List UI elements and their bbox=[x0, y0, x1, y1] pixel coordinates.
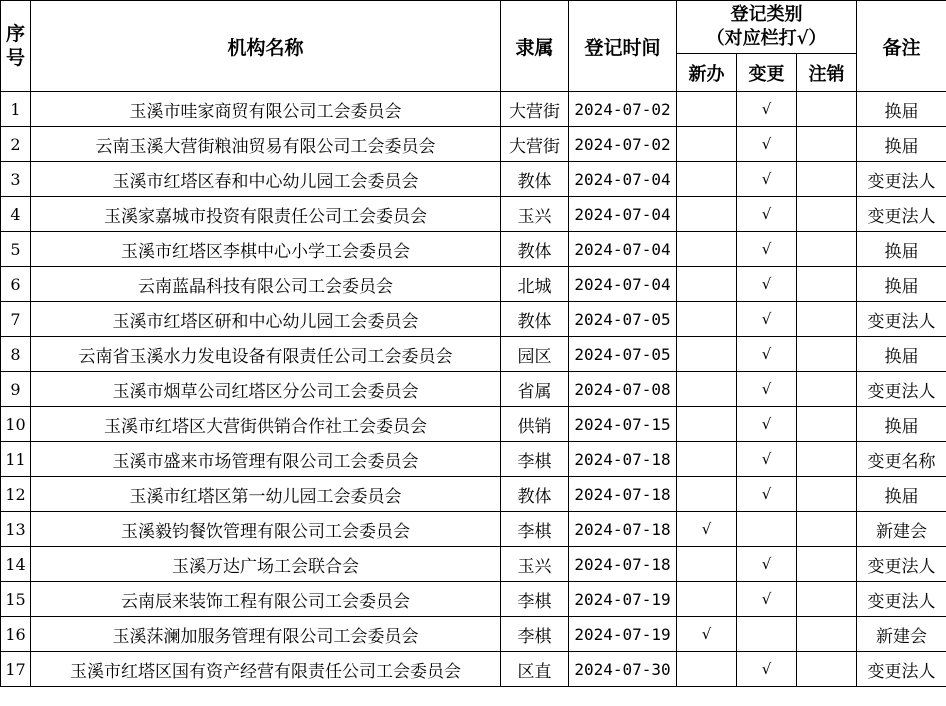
row-affiliation-cell: 教体 bbox=[501, 232, 569, 267]
row-name-cell: 玉溪市红塔区第一幼儿园工会委员会 bbox=[31, 477, 501, 512]
row-change-mark-cell: √ bbox=[737, 547, 797, 582]
row-remark-cell: 换届 bbox=[857, 232, 946, 267]
row-new-mark-cell bbox=[677, 372, 737, 407]
table-row bbox=[1, 92, 946, 127]
row-cancel-mark-cell bbox=[797, 372, 857, 407]
table-row bbox=[1, 127, 946, 162]
row-seq-cell: 13 bbox=[1, 512, 31, 547]
row-cancel-mark-cell bbox=[797, 232, 857, 267]
row-name-cell: 玉溪家嘉城市投资有限责任公司工会委员会 bbox=[31, 197, 501, 232]
table-row bbox=[1, 442, 946, 477]
row-new-mark-cell bbox=[677, 407, 737, 442]
row-new-mark-cell bbox=[677, 92, 737, 127]
row-name-cell: 玉溪万达广场工会联合会 bbox=[31, 547, 501, 582]
row-remark-cell: 变更法人 bbox=[857, 302, 946, 337]
row-name-cell: 玉溪莯澜加服务管理有限公司工会委员会 bbox=[31, 617, 501, 652]
row-date-cell: 2024-07-04 bbox=[569, 197, 677, 232]
row-new-mark-cell: √ bbox=[677, 512, 737, 547]
row-seq-cell: 7 bbox=[1, 302, 31, 337]
row-date-cell: 2024-07-02 bbox=[569, 127, 677, 162]
table-row bbox=[1, 512, 946, 547]
row-new-mark-cell bbox=[677, 267, 737, 302]
row-name-cell: 玉溪市红塔区研和中心幼儿园工会委员会 bbox=[31, 302, 501, 337]
row-date-cell: 2024-07-04 bbox=[569, 162, 677, 197]
row-change-mark-cell: √ bbox=[737, 372, 797, 407]
row-seq-cell: 4 bbox=[1, 197, 31, 232]
row-seq-cell: 12 bbox=[1, 477, 31, 512]
row-cancel-mark-cell bbox=[797, 617, 857, 652]
row-date-cell: 2024-07-05 bbox=[569, 302, 677, 337]
row-remark-cell: 变更法人 bbox=[857, 162, 946, 197]
row-cancel-mark-cell bbox=[797, 477, 857, 512]
row-cancel-mark-cell bbox=[797, 407, 857, 442]
row-affiliation-cell: 区直 bbox=[501, 652, 569, 687]
row-name-cell: 玉溪市红塔区李棋中心小学工会委员会 bbox=[31, 232, 501, 267]
row-change-mark-cell: √ bbox=[737, 267, 797, 302]
row-remark-cell: 变更法人 bbox=[857, 197, 946, 232]
row-seq-cell: 6 bbox=[1, 267, 31, 302]
row-date-cell: 2024-07-04 bbox=[569, 232, 677, 267]
row-remark-cell: 换届 bbox=[857, 337, 946, 372]
row-change-mark-cell bbox=[737, 617, 797, 652]
row-change-mark-cell: √ bbox=[737, 92, 797, 127]
row-name-cell: 玉溪市哇家商贸有限公司工会委员会 bbox=[31, 92, 501, 127]
row-affiliation-cell: 北城 bbox=[501, 267, 569, 302]
row-new-mark-cell bbox=[677, 162, 737, 197]
row-cancel-mark-cell bbox=[797, 582, 857, 617]
category-title: 登记类别 bbox=[730, 4, 803, 25]
row-cancel-mark-cell bbox=[797, 92, 857, 127]
row-cancel-mark-cell bbox=[797, 302, 857, 337]
row-affiliation-cell: 玉兴 bbox=[501, 197, 569, 232]
row-remark-cell: 换届 bbox=[857, 92, 946, 127]
row-affiliation-cell: 教体 bbox=[501, 162, 569, 197]
row-change-mark-cell: √ bbox=[737, 652, 797, 687]
row-change-mark-cell: √ bbox=[737, 582, 797, 617]
row-cancel-mark-cell bbox=[797, 162, 857, 197]
row-seq-cell: 14 bbox=[1, 547, 31, 582]
row-date-cell: 2024-07-02 bbox=[569, 92, 677, 127]
row-affiliation-cell: 园区 bbox=[501, 337, 569, 372]
table-row bbox=[1, 407, 946, 442]
row-seq-cell: 16 bbox=[1, 617, 31, 652]
row-affiliation-cell: 李棋 bbox=[501, 442, 569, 477]
category-header bbox=[677, 1, 857, 54]
row-remark-cell: 变更法人 bbox=[857, 547, 946, 582]
row-seq-cell: 9 bbox=[1, 372, 31, 407]
category-note: （对应栏打√） bbox=[706, 28, 827, 49]
table-row bbox=[1, 652, 946, 687]
cancel-header: 注销 bbox=[797, 54, 857, 92]
row-new-mark-cell bbox=[677, 582, 737, 617]
row-change-mark-cell: √ bbox=[737, 442, 797, 477]
row-seq-cell: 8 bbox=[1, 337, 31, 372]
table-body bbox=[1, 92, 946, 687]
row-new-mark-cell bbox=[677, 442, 737, 477]
row-new-mark-cell bbox=[677, 477, 737, 512]
row-name-cell: 玉溪市红塔区国有资产经营有限责任公司工会委员会 bbox=[31, 652, 501, 687]
row-name-cell: 玉溪市红塔区春和中心幼儿园工会委员会 bbox=[31, 162, 501, 197]
row-change-mark-cell bbox=[737, 512, 797, 547]
table-row bbox=[1, 197, 946, 232]
row-remark-cell: 新建会 bbox=[857, 617, 946, 652]
row-cancel-mark-cell bbox=[797, 127, 857, 162]
row-remark-cell: 变更法人 bbox=[857, 582, 946, 617]
row-change-mark-cell: √ bbox=[737, 407, 797, 442]
table-row bbox=[1, 232, 946, 267]
row-seq-cell: 15 bbox=[1, 582, 31, 617]
name-header: 机构名称 bbox=[31, 1, 501, 92]
row-seq-cell: 10 bbox=[1, 407, 31, 442]
row-date-cell: 2024-07-19 bbox=[569, 582, 677, 617]
row-date-cell: 2024-07-08 bbox=[569, 372, 677, 407]
row-date-cell: 2024-07-05 bbox=[569, 337, 677, 372]
row-remark-cell: 换届 bbox=[857, 127, 946, 162]
row-affiliation-cell: 李棋 bbox=[501, 582, 569, 617]
change-header: 变更 bbox=[737, 54, 797, 92]
row-change-mark-cell: √ bbox=[737, 127, 797, 162]
row-new-mark-cell bbox=[677, 547, 737, 582]
row-affiliation-cell: 教体 bbox=[501, 477, 569, 512]
row-remark-cell: 换届 bbox=[857, 267, 946, 302]
row-remark-cell: 变更法人 bbox=[857, 372, 946, 407]
row-cancel-mark-cell bbox=[797, 197, 857, 232]
row-cancel-mark-cell bbox=[797, 442, 857, 477]
row-cancel-mark-cell bbox=[797, 512, 857, 547]
row-name-cell: 玉溪市红塔区大营街供销合作社工会委员会 bbox=[31, 407, 501, 442]
row-change-mark-cell: √ bbox=[737, 302, 797, 337]
row-new-mark-cell bbox=[677, 302, 737, 337]
row-seq-cell: 1 bbox=[1, 92, 31, 127]
row-cancel-mark-cell bbox=[797, 547, 857, 582]
row-seq-cell: 17 bbox=[1, 652, 31, 687]
row-new-mark-cell bbox=[677, 197, 737, 232]
row-name-cell: 玉溪毅钧餐饮管理有限公司工会委员会 bbox=[31, 512, 501, 547]
date-header: 登记时间 bbox=[569, 1, 677, 92]
row-remark-cell: 换届 bbox=[857, 477, 946, 512]
row-date-cell: 2024-07-04 bbox=[569, 267, 677, 302]
row-date-cell: 2024-07-30 bbox=[569, 652, 677, 687]
row-change-mark-cell: √ bbox=[737, 337, 797, 372]
table-row bbox=[1, 162, 946, 197]
row-affiliation-cell: 李棋 bbox=[501, 512, 569, 547]
row-seq-cell: 5 bbox=[1, 232, 31, 267]
remark-header: 备注 bbox=[857, 1, 946, 92]
row-affiliation-cell: 大营街 bbox=[501, 92, 569, 127]
table-row bbox=[1, 337, 946, 372]
row-new-mark-cell: √ bbox=[677, 617, 737, 652]
table-row bbox=[1, 267, 946, 302]
row-new-mark-cell bbox=[677, 232, 737, 267]
row-date-cell: 2024-07-18 bbox=[569, 547, 677, 582]
row-seq-cell: 3 bbox=[1, 162, 31, 197]
row-date-cell: 2024-07-18 bbox=[569, 477, 677, 512]
row-seq-cell: 2 bbox=[1, 127, 31, 162]
row-affiliation-cell: 李棋 bbox=[501, 617, 569, 652]
table-row bbox=[1, 582, 946, 617]
row-remark-cell: 变更法人 bbox=[857, 652, 946, 687]
table-row bbox=[1, 617, 946, 652]
row-name-cell: 玉溪市盛来市场管理有限公司工会委员会 bbox=[31, 442, 501, 477]
new-header: 新办 bbox=[677, 54, 737, 92]
row-date-cell: 2024-07-18 bbox=[569, 442, 677, 477]
row-change-mark-cell: √ bbox=[737, 162, 797, 197]
row-cancel-mark-cell bbox=[797, 337, 857, 372]
seq-header: 序号 bbox=[1, 1, 31, 92]
row-affiliation-cell: 省属 bbox=[501, 372, 569, 407]
table-row bbox=[1, 477, 946, 512]
row-name-cell: 云南省玉溪水力发电设备有限责任公司工会委员会 bbox=[31, 337, 501, 372]
row-change-mark-cell: √ bbox=[737, 477, 797, 512]
row-new-mark-cell bbox=[677, 652, 737, 687]
row-remark-cell: 新建会 bbox=[857, 512, 946, 547]
row-name-cell: 云南玉溪大营街粮油贸易有限公司工会委员会 bbox=[31, 127, 501, 162]
row-change-mark-cell: √ bbox=[737, 232, 797, 267]
row-date-cell: 2024-07-15 bbox=[569, 407, 677, 442]
row-date-cell: 2024-07-19 bbox=[569, 617, 677, 652]
row-name-cell: 云南辰来装饰工程有限公司工会委员会 bbox=[31, 582, 501, 617]
table-row bbox=[1, 302, 946, 337]
row-affiliation-cell: 教体 bbox=[501, 302, 569, 337]
row-name-cell: 玉溪市烟草公司红塔区分公司工会委员会 bbox=[31, 372, 501, 407]
table-row bbox=[1, 372, 946, 407]
row-change-mark-cell: √ bbox=[737, 197, 797, 232]
row-affiliation-cell: 大营街 bbox=[501, 127, 569, 162]
row-name-cell: 云南蓝晶科技有限公司工会委员会 bbox=[31, 267, 501, 302]
row-new-mark-cell bbox=[677, 127, 737, 162]
row-affiliation-cell: 供销 bbox=[501, 407, 569, 442]
row-cancel-mark-cell bbox=[797, 652, 857, 687]
table-row bbox=[1, 547, 946, 582]
row-seq-cell: 11 bbox=[1, 442, 31, 477]
row-remark-cell: 换届 bbox=[857, 407, 946, 442]
row-date-cell: 2024-07-18 bbox=[569, 512, 677, 547]
row-cancel-mark-cell bbox=[797, 267, 857, 302]
row-affiliation-cell: 玉兴 bbox=[501, 547, 569, 582]
row-new-mark-cell bbox=[677, 337, 737, 372]
affiliation-header: 隶属 bbox=[501, 1, 569, 92]
row-remark-cell: 变更名称 bbox=[857, 442, 946, 477]
